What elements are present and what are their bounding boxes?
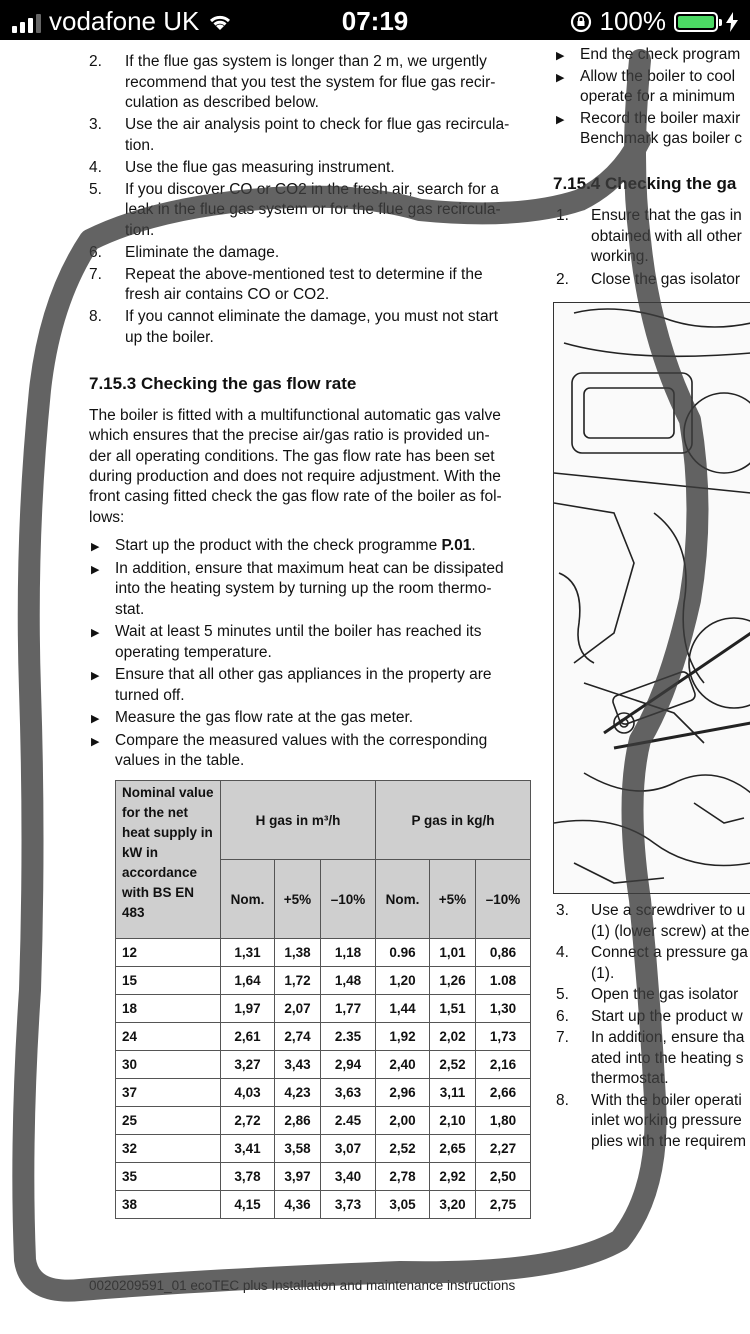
table-row <box>116 939 531 967</box>
list-item-number: 7. <box>89 265 102 283</box>
list-item-number: 4. <box>556 944 569 961</box>
table-row <box>116 995 531 1023</box>
list-item-text: up the boiler. <box>125 328 214 346</box>
table-cell: 1,20 <box>375 967 429 995</box>
gas-flow-table <box>115 780 531 1219</box>
table-cell: 32 <box>116 1135 221 1163</box>
table-cell: 3,63 <box>320 1079 375 1107</box>
table-cell: 2,72 <box>221 1107 275 1135</box>
bullet-text: Benchmark gas boiler c <box>580 130 742 147</box>
bold-code: P.01 <box>441 537 472 554</box>
list-item-text: In addition, ensure tha <box>591 1029 745 1046</box>
list-item-text: culation as described below. <box>125 94 319 111</box>
sub-header-cell: –10% <box>320 860 375 939</box>
bullet-arrow-icon: ▶ <box>91 627 100 639</box>
list-item-text: If the flue gas system is longer than 2 m, we urgently <box>125 53 487 70</box>
rotation-lock-icon <box>570 11 592 33</box>
table-row <box>116 1079 531 1107</box>
table-cell: 2,86 <box>275 1107 321 1135</box>
table-cell: 2,50 <box>475 1163 530 1191</box>
sub-header-cell: +5% <box>429 860 475 939</box>
list-item-text: plies with the requirem <box>591 1132 747 1150</box>
h-gas-header: H gas in m³/h <box>221 781 376 860</box>
table-cell: 3,27 <box>221 1051 275 1079</box>
table-cell: 3,43 <box>275 1051 321 1079</box>
table-cell: 2,61 <box>221 1023 275 1051</box>
list-item-text: Eliminate the damage. <box>125 243 280 261</box>
section-heading-7-15-4: 7.15.4 Checking the ga <box>553 174 737 193</box>
table-cell: 1,80 <box>475 1107 530 1135</box>
table-cell: 2,52 <box>429 1051 475 1079</box>
table-cell: 2.35 <box>320 1023 375 1051</box>
table-cell: 0.96 <box>375 939 429 967</box>
list-item-text: Use the flue gas measuring instrument. <box>125 158 395 176</box>
table-cell: 1,97 <box>221 995 275 1023</box>
bullet-arrow-icon: ▶ <box>91 713 100 725</box>
table-cell: 1,48 <box>320 967 375 995</box>
table-cell: 2,07 <box>275 995 321 1023</box>
boiler-line-drawing <box>554 303 750 893</box>
list-item-number: 5. <box>89 180 102 198</box>
battery-icon <box>674 12 718 32</box>
table-cell: 2,74 <box>275 1023 321 1051</box>
paragraph-line: lows: <box>89 508 125 526</box>
table-cell: 1,73 <box>475 1023 530 1051</box>
table-row <box>116 1135 531 1163</box>
table-cell: 35 <box>116 1163 221 1191</box>
table-cell: 25 <box>116 1107 221 1135</box>
table-cell: 3,20 <box>429 1191 475 1219</box>
list-item-text: Open the gas isolator <box>591 986 739 1003</box>
table-cell: 1,38 <box>275 939 321 967</box>
bullet-text: Ensure that all other gas appliances in the property are <box>115 666 492 683</box>
section-heading-7-15-3: 7.15.3 Checking the gas flow rate <box>89 374 357 393</box>
bullet-text: turned off. <box>115 686 185 704</box>
table-cell: 2,94 <box>320 1051 375 1079</box>
bullet-text: Measure the gas flow rate at the gas meter. <box>115 709 414 726</box>
table-row <box>116 967 531 995</box>
table-cell: 30 <box>116 1051 221 1079</box>
table-cell: 1,26 <box>429 967 475 995</box>
bullet-arrow-icon: ▶ <box>91 735 100 748</box>
status-bar-right <box>570 6 739 37</box>
paragraph-line: der all operating conditions. The gas flow rate has been set <box>89 447 495 465</box>
table-cell: 1,01 <box>429 939 475 967</box>
table-cell: 3,58 <box>275 1135 321 1163</box>
list-item-text: (1) (lower screw) at the <box>591 922 750 940</box>
bullet-text: In addition, ensure that maximum heat can be dissipated <box>115 559 504 577</box>
bullet-text: Wait at least 5 minutes until the boiler has reached its <box>115 623 482 640</box>
list-item-text: tion. <box>125 136 155 154</box>
list-item-text: working. <box>591 248 649 265</box>
list-item-text: ated into the heating s <box>591 1049 744 1067</box>
paragraph-line: during production and does not require adjustment. With the <box>89 467 501 485</box>
bullet-arrow-icon: ▶ <box>556 113 565 126</box>
table-cell: 1,44 <box>375 995 429 1023</box>
status-bar <box>0 0 750 40</box>
bullet-text: Allow the boiler to cool <box>580 67 736 85</box>
table-cell: 2,96 <box>375 1079 429 1107</box>
bullet-arrow-icon: ▶ <box>91 563 100 576</box>
table-cell: 4,03 <box>221 1079 275 1107</box>
list-item-text: inlet working pressure <box>591 1112 742 1129</box>
table-cell: 1,30 <box>475 995 530 1023</box>
bullet-text: Record the boiler maxir <box>580 109 741 127</box>
bullet-arrow-icon: ▶ <box>91 541 100 553</box>
table-cell: 12 <box>116 939 221 967</box>
table-cell: 37 <box>116 1079 221 1107</box>
list-item-text: If you discover CO or CO2 in the fresh air, search for a <box>125 180 499 198</box>
list-item-text: leak in the flue gas system or for the flue gas recircula- <box>125 201 501 218</box>
table-cell: 2,00 <box>375 1107 429 1135</box>
bullet-text: stat. <box>115 600 145 618</box>
bullet-text: End the check program <box>580 46 741 63</box>
charging-bolt-icon <box>726 12 738 32</box>
table-cell: 3,07 <box>320 1135 375 1163</box>
sub-header-cell: Nom. <box>375 860 429 939</box>
p-gas-header: P gas in kg/h <box>375 781 530 860</box>
list-item-text: tion. <box>125 221 155 239</box>
list-item-text: Ensure that the gas in <box>591 207 742 224</box>
bullet-text: operating temperature. <box>115 643 272 661</box>
bullet-text: Compare the measured values with the corresponding <box>115 731 488 749</box>
list-item-text: If you cannot eliminate the damage, you must not start <box>125 308 499 325</box>
paragraph-line: which ensures that the precise air/gas ratio is provided un- <box>89 427 490 445</box>
clock: 07:19 <box>341 6 409 36</box>
list-item-number: 6. <box>89 243 102 261</box>
table-cell: 2,02 <box>429 1023 475 1051</box>
list-item-number: 1. <box>556 207 569 224</box>
table-cell: 2,65 <box>429 1135 475 1163</box>
table-row <box>116 1163 531 1191</box>
table-cell: 3,05 <box>375 1191 429 1219</box>
table-cell: 3,73 <box>320 1191 375 1219</box>
table-cell: 2,92 <box>429 1163 475 1191</box>
list-item-text: recommend that you test the system for flue gas recir- <box>125 73 496 91</box>
table-cell: 4,36 <box>275 1191 321 1219</box>
table-cell: 4,15 <box>221 1191 275 1219</box>
table-cell: 3,97 <box>275 1163 321 1191</box>
table-cell: 1,72 <box>275 967 321 995</box>
table-row <box>116 1191 531 1219</box>
table-cell: 4,23 <box>275 1079 321 1107</box>
list-item-number: 8. <box>89 308 102 325</box>
table-cell: 24 <box>116 1023 221 1051</box>
page-footer: 0020209591_01 ecoTEC plus Installation and maintenance instructions <box>89 1278 516 1293</box>
list-item-text: Repeat the above-mentioned test to determine if the <box>125 265 483 283</box>
table-row <box>116 1023 531 1051</box>
table-cell: 1,31 <box>221 939 275 967</box>
table-cell: 3,78 <box>221 1163 275 1191</box>
list-item-number: 2. <box>89 53 102 70</box>
list-item-text: Close the gas isolator <box>591 270 741 288</box>
list-item-text: fresh air contains CO or CO2. <box>125 286 330 303</box>
list-item-number: 4. <box>89 158 102 176</box>
carrier-name: vodafone UK <box>49 6 200 36</box>
nominal-value-header: Nominal value for the net heat supply in kW in accordance with BS EN 483 <box>116 781 221 939</box>
table-cell: 1.08 <box>475 967 530 995</box>
list-item-text: Use a screwdriver to u <box>591 902 746 919</box>
bullet-arrow-icon: ▶ <box>91 670 100 682</box>
list-item-number: 5. <box>556 986 569 1003</box>
bullet-text: operate for a minimum <box>580 88 736 105</box>
list-item-text: Start up the product w <box>591 1007 743 1025</box>
document-page[interactable] <box>0 40 750 1334</box>
list-item-number: 8. <box>556 1091 569 1109</box>
bullet-arrow-icon: ▶ <box>556 50 565 62</box>
sub-header-cell: +5% <box>275 860 321 939</box>
bullet-arrow-icon: ▶ <box>556 71 565 84</box>
table-cell: 2.45 <box>320 1107 375 1135</box>
paragraph-line: front casing fitted check the gas flow rate of the boiler as fol- <box>89 488 502 506</box>
table-cell: 2,66 <box>475 1079 530 1107</box>
bullet-text: into the heating system by turning up the room thermo- <box>115 580 492 597</box>
bullet-text: values in the table. <box>115 752 245 769</box>
table-cell: 1,77 <box>320 995 375 1023</box>
battery-percent: 100% <box>599 6 666 36</box>
table-cell: 1,64 <box>221 967 275 995</box>
table-cell: 3,11 <box>429 1079 475 1107</box>
list-item-text: With the boiler operati <box>591 1091 742 1109</box>
table-row <box>116 1051 531 1079</box>
list-item-number: 7. <box>556 1029 569 1046</box>
table-cell: 3,41 <box>221 1135 275 1163</box>
table-cell: 2,40 <box>375 1051 429 1079</box>
table-cell: 0,86 <box>475 939 530 967</box>
bullet-text: Start up the product with the check programme P.01. <box>115 537 476 554</box>
boiler-gas-valve-figure <box>553 302 750 894</box>
list-item-number: 6. <box>556 1007 569 1025</box>
table-body <box>116 939 531 1219</box>
list-item-number: 3. <box>556 902 569 919</box>
list-item-text: Connect a pressure ga <box>591 944 748 961</box>
table-row <box>116 1107 531 1135</box>
list-item-text: thermostat. <box>591 1070 669 1087</box>
table-cell: 2,78 <box>375 1163 429 1191</box>
sub-header-cell: –10% <box>475 860 530 939</box>
table-cell: 2,52 <box>375 1135 429 1163</box>
table-cell: 2,16 <box>475 1051 530 1079</box>
table-cell: 2,27 <box>475 1135 530 1163</box>
table-cell: 1,92 <box>375 1023 429 1051</box>
table-cell: 1,18 <box>320 939 375 967</box>
paragraph-line: The boiler is fitted with a multifunctional automatic gas valve <box>89 407 501 424</box>
table-cell: 3,40 <box>320 1163 375 1191</box>
table-cell: 15 <box>116 967 221 995</box>
table-cell: 2,10 <box>429 1107 475 1135</box>
list-item-number: 2. <box>556 270 569 288</box>
list-item-number: 3. <box>89 116 102 133</box>
list-item-text: obtained with all other <box>591 227 742 245</box>
list-item-text: (1). <box>591 964 615 982</box>
table-cell: 1,51 <box>429 995 475 1023</box>
table-cell: 38 <box>116 1191 221 1219</box>
list-item-text: Use the air analysis point to check for flue gas recircula- <box>125 116 510 133</box>
sub-header-cell: Nom. <box>221 860 275 939</box>
table-cell: 2,75 <box>475 1191 530 1219</box>
table-cell: 18 <box>116 995 221 1023</box>
